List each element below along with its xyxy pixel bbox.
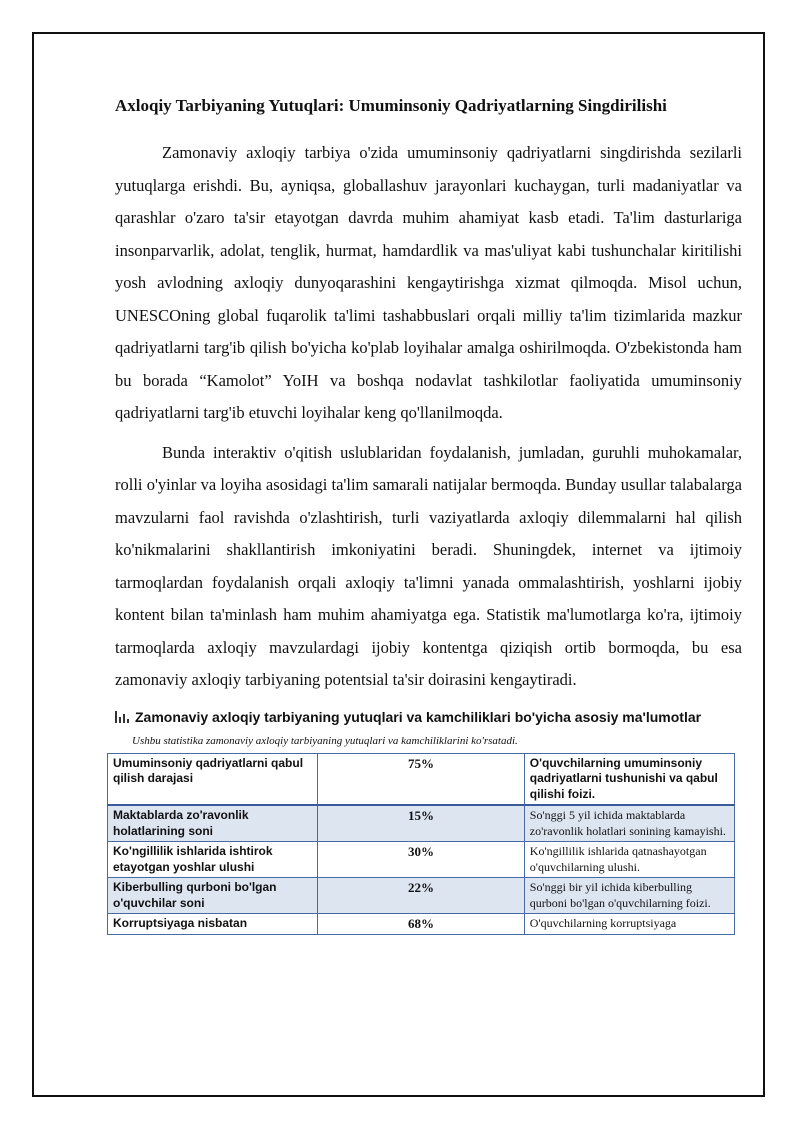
table-row	[108, 878, 735, 914]
row-label: Korruptsiyaga nisbatan	[108, 914, 318, 935]
table-caption: Ushbu statistika zamonaviy axloqiy tarbiyaning yutuqlari va kamchiliklarini ko'rsatadi.	[132, 734, 518, 747]
row-description: O'quvchilarning umuminsoniy qadriyatlarni tushunishi va qabul qilishi foizi.	[524, 753, 734, 805]
statistics-table	[107, 753, 735, 935]
row-description: So'nggi 5 yil ichida maktablarda zo'ravonlik holatlari sonining kamayishi.	[524, 805, 734, 842]
row-value: 68%	[318, 914, 525, 935]
row-description: Ko'ngillilik ishlarida qatnashayotgan o'quvchilarning ulushi.	[524, 842, 734, 878]
table-row	[108, 914, 735, 935]
document-body	[115, 95, 742, 935]
row-value: 75%	[318, 753, 525, 805]
table-row	[108, 842, 735, 878]
row-value: 15%	[318, 805, 525, 842]
row-label: Ko'ngillilik ishlarida ishtirok etayotgan yoshlar ulushi	[108, 842, 318, 878]
row-label: Kiberbulling qurboni bo'lgan o'quvchilar soni	[108, 878, 318, 914]
row-value: 30%	[318, 842, 525, 878]
table-heading	[115, 709, 742, 725]
table-title: Zamonaviy axloqiy tarbiyaning yutuqlari va kamchiliklari bo'yicha asosiy ma'lumotlar	[135, 708, 702, 725]
paragraph-1: Zamonaviy axloqiy tarbiya o'zida umuminsoniy qadriyatlarni singdirishda sezilarli yutuqlarga erishdi. Bu, ayniqsa, globallashuv jarayonlari kuchaygan, turli madaniyatlar va qarashlar o'zaro ta'sir etayotgan davrda muhim ahamiyat kasb etadi. Ta'lim dasturlariga insonparvarlik, adolat, tenglik, hurmat, hamdardlik va mas'uliyat kabi tushunchalar kiritilishi yosh avlodning axloqiy dunyoqarashini kengaytirishga xizmat qilmoqda. Misol uchun, UNESCOning global fuqarolik ta'limi tashabbuslari orqali milliy ta'lim tizimlarida mazkur qadriyatlarni targ'ib qilish bo'yicha ko'plab loyihalar amalga oshirilmoqda. O'zbekistonda ham bu borada “Kamolot” YoIH va boshqa nodavlat tashkilotlar faoliyatida umuminsoniy qadriyatlarni targ'ib etuvchi loyihalar keng qo'llanilmoqda.	[115, 143, 742, 422]
bar-chart-icon	[115, 711, 129, 723]
row-label: Maktablarda zo'ravonlik holatlarining soni	[108, 805, 318, 842]
row-value: 22%	[318, 878, 525, 914]
row-description: O'quvchilarning korruptsiyaga	[524, 914, 734, 935]
table-row	[108, 753, 735, 805]
row-description: So'nggi bir yil ichida kiberbulling qurboni bo'lgan o'quvchilarning foizi.	[524, 878, 734, 914]
document-title: Axloqiy Tarbiyaning Yutuqlari: Umuminsoniy Qadriyatlarning Singdirilishi	[115, 96, 667, 115]
paragraph-2: Bunda interaktiv o'qitish uslublaridan foydalanish, jumladan, guruhli muhokamalar, rolli o'yinlar va loyiha asosidagi ta'lim samarali natijalar bermoqda. Bunday usullar talabalarga mavzularni faol ravishda o'zlashtirish, turli vaziyatlarda axloqiy dilemmalarni hal qilish ko'nikmalarini shakllantirish imkoniyatini beradi. Shuningdek, internet va ijtimoiy tarmoqlardan foydalanish orqali axloqiy ta'limni yanada ommalashtirish, yoshlarni ijobiy kontent bilan ta'minlash ham muhim ahamiyatga ega. Statistik ma'lumotlarga ko'ra, ijtimoiy tarmoqlarda axloqiy mavzulardagi ijobiy kontentga qiziqish ortib bormoqda, bu esa zamonaviy axloqiy tarbiyaning potentsial ta'sir doirasini kengaytiradi.	[115, 442, 742, 689]
row-label: Umuminsoniy qadriyatlarni qabul qilish darajasi	[108, 753, 318, 805]
table-row	[108, 805, 735, 842]
